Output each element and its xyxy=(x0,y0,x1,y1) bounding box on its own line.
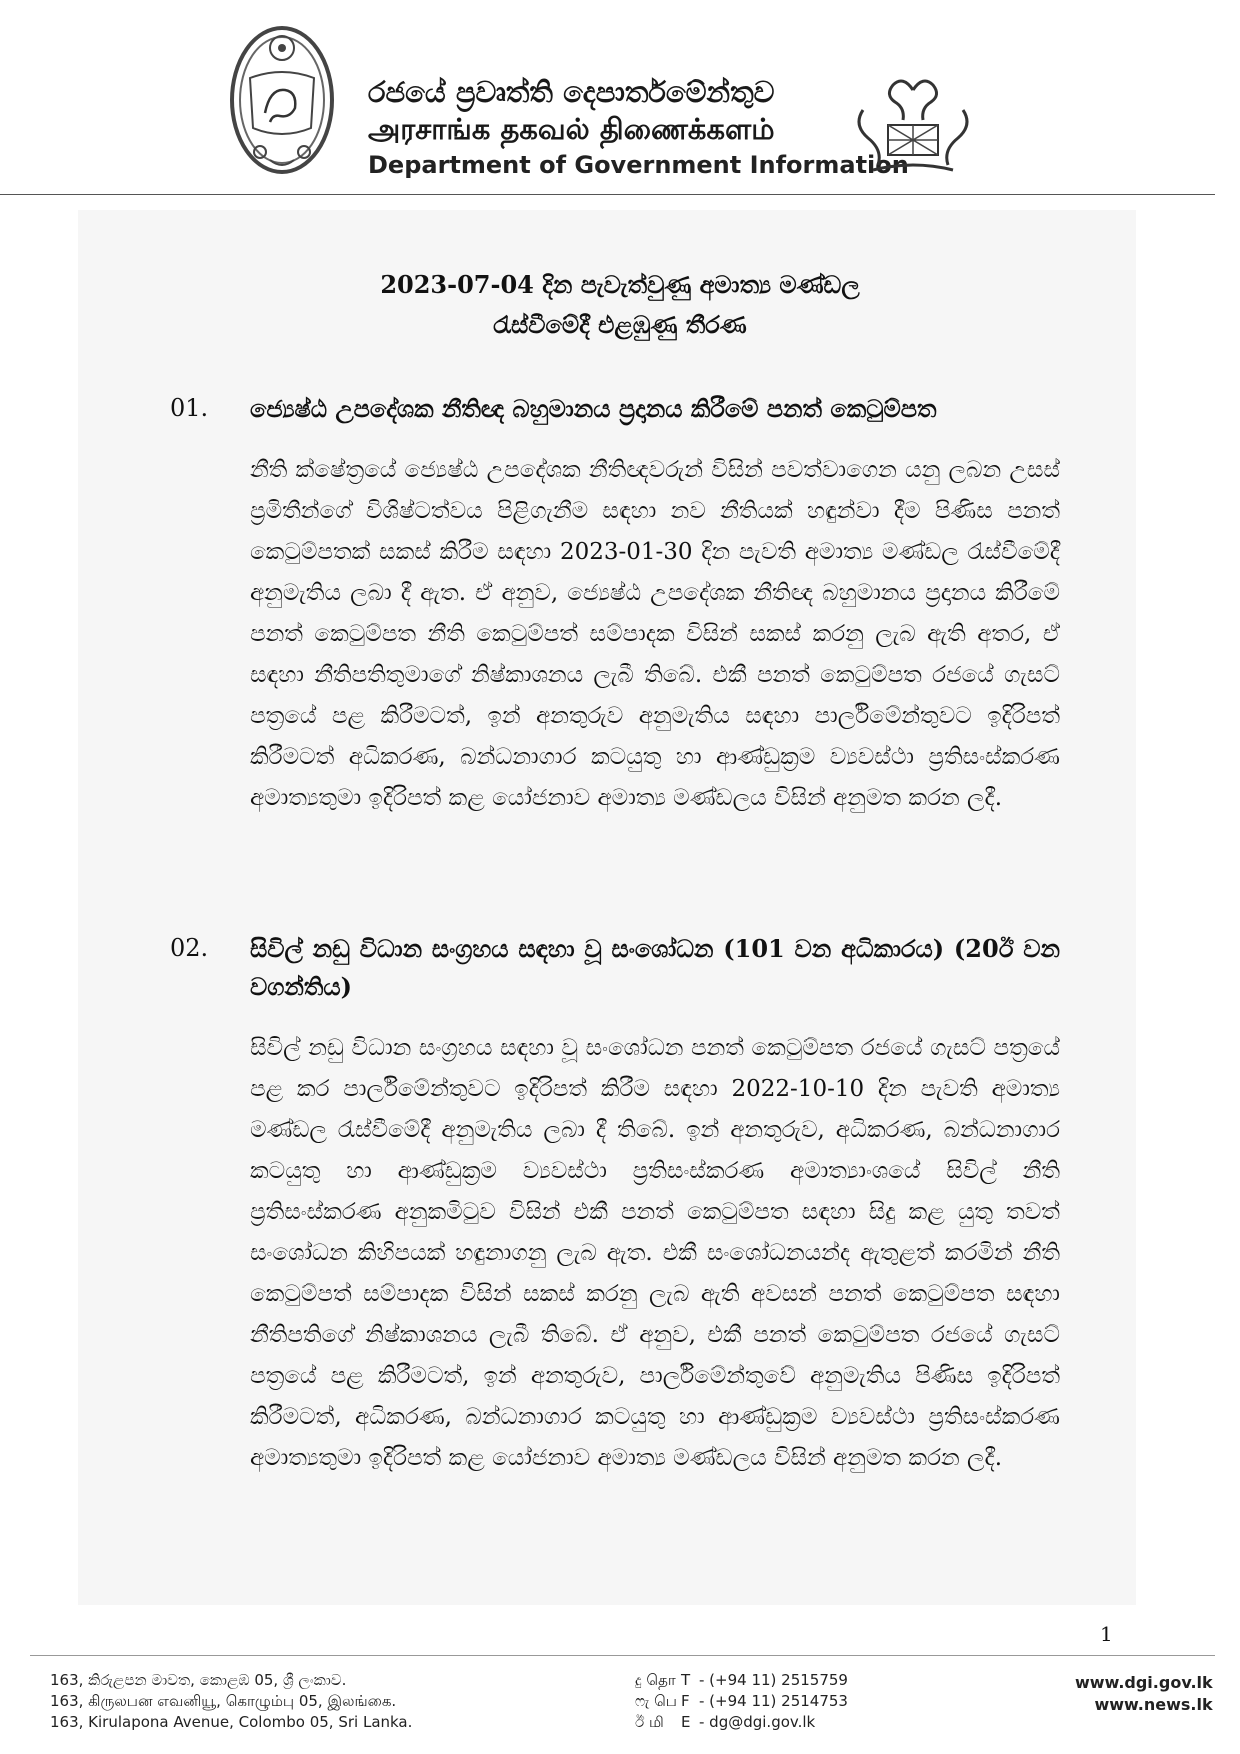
address-english: 163, Kirulapona Avenue, Colombo 05, Sri Lanka. xyxy=(50,1713,413,1731)
sri-lanka-emblem-icon xyxy=(225,18,340,183)
decorative-swan-ornament-icon xyxy=(843,70,983,180)
item-body: සිවිල් නඩු විධාන සංග්‍රහය සඳහා වූ සංශෝධන පනත් කෙටුම්පත රජයේ ගැසට් පත්‍රයේ පළ කර පාර්ලිමේන්තුවට ඉදිරිපත් කිරීම සඳහා 2022-10-10 දින පැවති අමාත්‍ය මණ්ඩල රැස්වීමේදී අනුමැතිය ලබා දී තිබේ. ඉන් අනතුරුව, අධිකරණ, බන්ධනාගාර කටයුතු හා ආණ්ඩුක්‍රම ව්‍යවස්ථා ප්‍රතිසංස්කරණ අමාත්‍යාංශයේ සිවිල් නීති ප්‍රතිසංස්කරණ අනුකමිටුව විසින් එකී පනත් කෙටුම්පත සඳහා සිදු කළ යුතු තවත් සංශෝධන කිහිපයක් හඳුනාගනු ලැබ ඇත. එකී සංශෝධනයන්ද ඇතුළත් කරමින් නීති කෙටුම්පත් සම්පාදක විසින් සකස් කරනු ලැබ ඇති අවසන් පනත් කෙටුම්පත සඳහා නීතිපතිගේ නිෂ්කාශනය ලැබී තිබේ. ඒ අනුව, එකී පනත් කෙටුම්පත රජයේ ගැසට් පත්‍රයේ පළ කිරීමටත්, ඉන් අනතුරුව, පාර්ලිමේන්තුවේ අනුමැතිය පිණිස ඉදිරිපත් කිරීමටත්, අධිකරණ, බන්ධනාගාර කටයුතු හා ආණ්ඩුක්‍රම ව්‍යවස්ථා ප්‍රතිසංස්කරණ අමාත්‍යතුමා ඉදිරිපත් කළ යෝජනාව අමාත්‍ය මණ්ඩලය විසින් අනුමත කරන ලදී. xyxy=(250,1035,1060,1471)
header-divider xyxy=(0,194,1215,195)
department-name-tamil: அரசாங்க தகவல் திணைக்களம் xyxy=(368,112,775,146)
contact-fax: ෆැ பெ F - (+94 11) 2514753 xyxy=(635,1692,848,1710)
footer-contacts xyxy=(635,1670,848,1733)
address-sinhala: 163, කිරුළපන මාවත, කොළඹ 05, ශ්‍රී ලංකාව. xyxy=(50,1671,347,1689)
document-title xyxy=(180,265,1060,345)
item-number: 01. xyxy=(170,394,209,422)
item-heading: ජ්‍යෙෂ්ඨ උපදේශක නීතිඥ බහුමානය ප්‍රදානය කිරීමේ පනත් කෙටුම්පත xyxy=(250,394,937,423)
footer-divider xyxy=(30,1655,1215,1656)
item-number: 02. xyxy=(170,934,209,962)
website-link[interactable]: www.dgi.gov.lk xyxy=(1075,1673,1213,1692)
footer-websites xyxy=(1075,1672,1213,1716)
title-line-1: 2023-07-04 දින පැවැත්වුණු අමාත්‍ය මණ්ඩල xyxy=(380,270,860,299)
department-name-english: Department of Government Information xyxy=(368,151,909,179)
department-names xyxy=(368,74,909,182)
footer-address xyxy=(50,1670,412,1733)
website-link[interactable]: www.news.lk xyxy=(1094,1695,1213,1714)
title-line-2: රැස්වීමේදී එළඹුණු තීරණ xyxy=(493,310,747,339)
decision-item xyxy=(170,390,1060,819)
page-number: 1 xyxy=(1100,1622,1113,1646)
item-heading: සිවිල් නඩු විධාන සංග්‍රහය සඳහා වූ සංශෝධන (101 වන අධිකාරය) (20ඊ වන වගන්තිය) xyxy=(250,934,1060,1001)
decision-item xyxy=(170,930,1060,1479)
item-body: නීති ක්ෂේත්‍රයේ ජ්‍යෙෂ්ඨ උපදේශක නීතිඥවරුන් විසින් පවත්වාගෙන යනු ලබන උසස් ප්‍රමිතීන්ගේ විශිෂ්ටත්වය පිළිගැනීම සඳහා නව නීතියක් හඳුන්වා දීම පිණිස පනත් කෙටුම්පතක් සකස් කිරීම සඳහා 2023-01-30 දින පැවති අමාත්‍ය මණ්ඩල රැස්වීමේදී අනුමැතිය ලබා දී ඇත. ඒ අනුව, ජ්‍යෙෂ්ඨ උපදේශක නීතිඥ බහුමානය ප්‍රදානය කිරීමේ පනත් කෙටුම්පත නීති කෙටුම්පත් සම්පාදක විසින් සකස් කරනු ලැබ ඇති අතර, ඒ සඳහා නීතිපතිතුමාගේ නිෂ්කාශනය ලැබී තිබේ. එකී පනත් කෙටුම්පත රජයේ ගැසට් පත්‍රයේ පළ කිරීමටත්, ඉන් අනතුරුව අනුමැතිය සඳහා පාර්ලිමේන්තුවට ඉදිරිපත් කිරීමටත් අධිකරණ, බන්ධනාගාර කටයුතු හා ආණ්ඩුක්‍රම ව්‍යවස්ථා ප්‍රතිසංස්කරණ අමාත්‍යතුමා ඉදිරිපත් කළ යෝජනාව අමාත්‍ය මණ්ඩලය විසින් අනුමත කරන ලදී. xyxy=(250,457,1060,811)
contact-email: ඊ மி E - dg@dgi.gov.lk xyxy=(635,1713,816,1731)
address-tamil: 163, கிருலபன எவனியூ, கொழும்பு 05, இலங்கை. xyxy=(50,1692,397,1710)
contact-telephone: දු தொ T - (+94 11) 2515759 xyxy=(635,1671,848,1689)
footer xyxy=(0,1660,1240,1754)
letterhead xyxy=(0,0,1240,200)
department-name-sinhala: රජයේ ප්‍රවෘත්ති දෙපාර්තමේන්තුව xyxy=(368,75,775,109)
